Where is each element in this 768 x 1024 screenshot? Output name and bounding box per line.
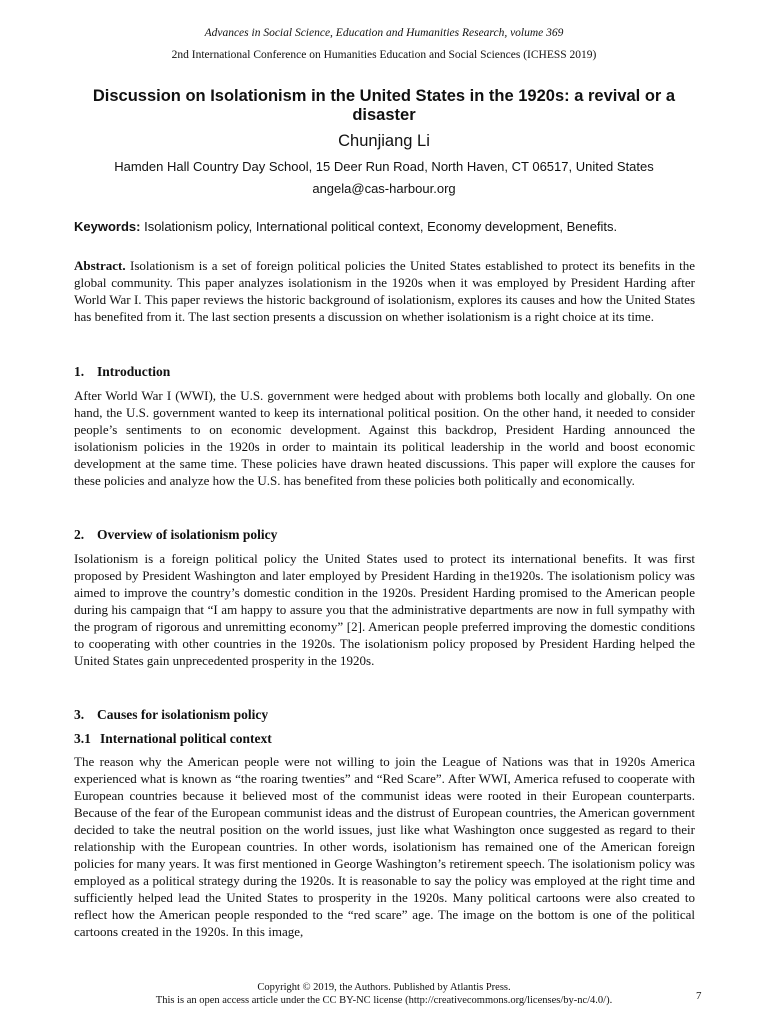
- section-title: Overview of isolationism policy: [97, 527, 278, 542]
- paper-title: Discussion on Isolationism in the United States in the 1920s: a revival or a disaster: [92, 87, 676, 124]
- section-number: 1.: [74, 364, 85, 379]
- conference-header: 2nd International Conference on Humanities Education and Social Sciences (ICHESS 2019): [171, 49, 597, 61]
- section-heading-introduction: [74, 363, 695, 380]
- section-heading-overview: [74, 526, 695, 543]
- journal-header: Advances in Social Science, Education and Humanities Research, volume 369: [204, 27, 564, 39]
- author-name: Chunjiang Li: [338, 132, 430, 150]
- section-number: 2.: [74, 527, 85, 542]
- section-title: Introduction: [97, 364, 171, 379]
- subsection-body-international: The reason why the American people were not willing to join the League of Nations was that in 1920s America experienced what is known as “the roaring twenties” and “Red Scare”. After WWI, America refused to cooperate with European countries because it believed most of the communist ideas were rooted in their European counterparts. Because of the fear of the European communist ideas and the distrust of European countries, the American government decided to take the neutral position on the world issues, just like what Washington once suggested as regard to their relationship with the European countries. In other words, isolationism has remained one of the American foreign policies for many years. It was first mentioned in George Washington’s retirement speech. The isolationism policy was employed as a political strategy during the 1920s. It is reasonable to say the policy was employed at the right time and sufficiently helped lead the United States to prosperity in the 1920s. Many political cartoons were also created to reflect how the American people responded to the “red scare” age. The image on the bottom is one of the political cartoons created in the 1920s. In this image,: [74, 754, 695, 939]
- section-body-overview: Isolationism is a foreign political policy the United States used to protect its international benefits. It was first proposed by President Washington and later employed by President Harding in the1920s. The isolationism policy was aimed to improve the country’s domestic condition in the 1920s. President Harding promised to the American people during his campaign that “I am happy to assure you that the administrative departments are now in full sympathy with the program of rigorous and unremitting economy” [2]. American people preferred improving the domestic conditions to cooperating with other countries in the 1920s. The isolationism policy proposed by President Harding helped the United States gain unprecedented prosperity in the 1920s.: [74, 551, 695, 668]
- abstract-text: Isolationism is a set of foreign political policies the United States established to protect its benefits in the global community. This paper analyzes isolationism in the 1920s when it was employed by President Harding after World War I. This paper reviews the historic background of isolationism, explores its causes and how the United States has benefited from it. The last section presents a discussion on whether isolationism is a right choice at its time.: [74, 258, 696, 324]
- section-number: 3.: [74, 707, 85, 722]
- keywords: [74, 219, 714, 235]
- abstract-label: Abstract.: [74, 258, 126, 273]
- footer: [0, 981, 768, 1007]
- keywords-text: Isolationism policy, International political context, Economy development, Benefits.: [144, 219, 618, 234]
- section-heading-causes: [74, 706, 695, 723]
- page-number: 7: [696, 990, 702, 1002]
- footer-copyright: Copyright © 2019, the Authors. Published by Atlantis Press.: [257, 982, 511, 993]
- section-title: Causes for isolationism policy: [97, 707, 269, 722]
- section-body-introduction: After World War I (WWI), the U.S. government were hedged about with problems both locally and globally. On one hand, the U.S. government wanted to keep its international political position. On the other hand, it needed to consider people’s sentiments to on economic development. Against this backdrop, President Harding announced the isolationism policies in the 1920s in order to maintain its political leadership in the world and boost economic development at the same time. These policies have drawn heated discussions. This paper will explore the causes for these policies and analyze how the U.S. has benefited from these policies both politically and economically.: [74, 388, 695, 488]
- footer-license: This is an open access article under the CC BY-NC license (http://creativecommons.org/licenses/by-nc/4.0/).: [155, 995, 613, 1006]
- subsection-title: International political context: [100, 731, 272, 746]
- subsection-number: 3.1: [74, 731, 91, 746]
- author-email[interactable]: angela@cas-harbour.org: [312, 181, 456, 196]
- abstract: [74, 257, 695, 325]
- keywords-label: Keywords:: [74, 219, 141, 234]
- author-affiliation: Hamden Hall Country Day School, 15 Deer Run Road, North Haven, CT 06517, United States: [114, 159, 654, 174]
- subsection-heading-international: [74, 730, 695, 747]
